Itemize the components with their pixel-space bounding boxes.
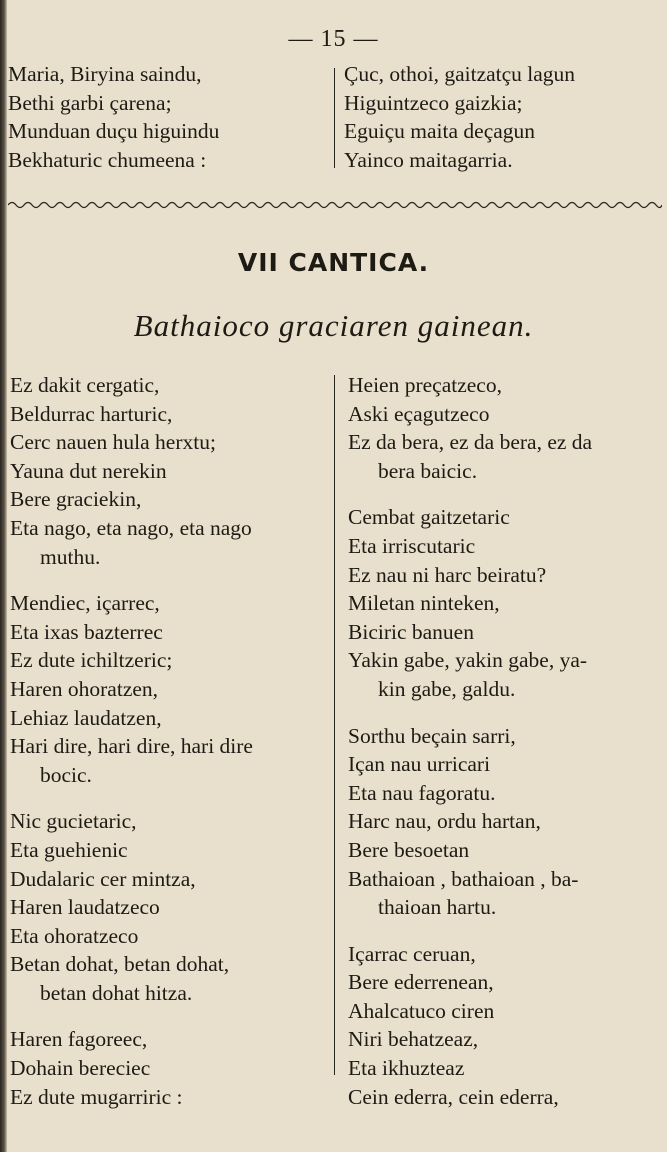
- verse-line-continuation: betan dohat hitza.: [40, 980, 193, 1005]
- verse-word: ez da: [547, 430, 593, 455]
- verse-line: Cerc nauen hula herxtu;: [10, 430, 216, 455]
- verse-line: Dohain bereciec: [10, 1056, 151, 1081]
- verse-word: hari dire: [180, 734, 253, 759]
- verse-line: [10, 732, 296, 761]
- stanza: [10, 807, 320, 1007]
- verse-word: ya-: [559, 648, 588, 673]
- verse-line-continuation: thaioan hartu.: [378, 895, 497, 920]
- verse-line: [348, 428, 660, 457]
- verse-line-continuation: kin gabe, galdu.: [378, 676, 516, 701]
- verse-line: Lehiaz laudatzen,: [10, 705, 162, 730]
- stanza: [10, 371, 320, 571]
- column-divider: [334, 375, 335, 1075]
- verse-word: Betan dohat,: [10, 952, 119, 977]
- verse-line: Niri behatzeaz,: [348, 1027, 479, 1052]
- book-spine-edge: [0, 0, 7, 1152]
- verse-line: Biciric banuen: [348, 619, 474, 644]
- verse-line: Cembat gaitzetaric: [348, 505, 510, 530]
- wavy-rule-ornament: [8, 198, 662, 212]
- verse-line: [348, 865, 660, 894]
- verse-word: Eta nago,: [10, 515, 92, 540]
- stanza: [10, 589, 320, 789]
- song-title: VII CANTICA.: [237, 248, 430, 277]
- verse-line: Bekhaturic chumeena :: [8, 147, 207, 172]
- verse-line: Haren ohoratzen,: [10, 676, 159, 701]
- verse-line: Ez nau ni harc beiratu?: [348, 562, 547, 587]
- stanza: [348, 371, 660, 485]
- verse-line: Higuintzeco gaizkia;: [344, 90, 523, 115]
- verse-line: [10, 950, 320, 979]
- verse-line: Ez dute mugarriric :: [10, 1084, 183, 1109]
- verse-line: Ez dakit cergatic,: [10, 373, 160, 397]
- verse-word: Hari dire,: [10, 734, 93, 759]
- verse-line: Eta ohoratzeco: [10, 923, 139, 948]
- verse-line: [348, 646, 660, 675]
- verse-line: Maria, Biryina saindu,: [8, 62, 202, 86]
- verse-line: Heien preçatzeco,: [348, 373, 502, 397]
- verse-line: Munduan duçu higuindu: [8, 119, 220, 144]
- verse-line: Eta ixas bazterrec: [10, 619, 163, 644]
- verse-line: [348, 1083, 660, 1112]
- verse-line-continuation: muthu.: [40, 544, 101, 569]
- song-subtitle: Bathaioco graciaren gainean.: [133, 308, 534, 343]
- verse-word: cein: [458, 1084, 495, 1109]
- verse-word: eta nago: [179, 515, 252, 540]
- verse-line: Yainco maitagarria.: [344, 147, 513, 172]
- top-left-stanza: [8, 60, 219, 174]
- verse-line: Bere ederrenean,: [348, 970, 494, 995]
- verse-line: [10, 514, 296, 543]
- verse-line: Eta ikhuzteaz: [348, 1056, 465, 1081]
- verse-line: Ez dute ichiltzeric;: [10, 648, 173, 673]
- stanza: [348, 940, 660, 1112]
- verse-word: ederra,: [393, 1084, 454, 1109]
- verse-line: Içarrac ceruan,: [348, 941, 476, 966]
- verse-word: eta nago,: [96, 515, 175, 540]
- verse-word: hari dire,: [97, 734, 176, 759]
- verse-line: Haren laudatzeco: [10, 895, 160, 920]
- verse-line: Sorthu beçain sarri,: [348, 723, 516, 748]
- verse-line: Aski eçagutzeco: [348, 401, 490, 426]
- verse-word: ba-: [551, 866, 579, 891]
- verse-line: Eta irriscutaric: [348, 533, 476, 558]
- verse-line: Bethi garbi çarena;: [8, 90, 172, 115]
- verse-line: Bere graciekin,: [10, 487, 142, 512]
- verse-word: Ez da bera,: [348, 430, 445, 455]
- stanza: [10, 1025, 320, 1111]
- verse-line: Dudalaric cer mintza,: [10, 866, 196, 891]
- page-number: — 15 —: [288, 26, 379, 52]
- verse-line: Çuc, othoi, gaitzatçu lagun: [344, 62, 576, 86]
- verse-line: Bere besoetan: [348, 837, 470, 862]
- stanza: [348, 503, 660, 703]
- verse-line-continuation: bocic.: [40, 762, 92, 787]
- verse-word: Cein: [348, 1084, 389, 1109]
- verse-line: Harc nau, ordu hartan,: [348, 809, 541, 834]
- verse-line: Yauna dut nerekin: [10, 458, 167, 483]
- left-column: [10, 371, 320, 1129]
- right-column: [348, 371, 660, 1129]
- verse-line-continuation: bera baicic.: [378, 458, 478, 483]
- verse-line: Içan nau urricari: [348, 752, 491, 777]
- verse-line: Miletan ninteken,: [348, 591, 500, 616]
- verse-word: bathaioan ,: [451, 866, 546, 891]
- verse-line: Mendiec, içarrec,: [10, 591, 160, 616]
- verse-word: ez da bera,: [449, 430, 542, 455]
- verse-line: Eguiçu maita deçagun: [344, 119, 536, 144]
- verse-line: Eta guehienic: [10, 837, 128, 862]
- top-right-stanza: [344, 60, 575, 174]
- top-column-divider: [334, 68, 335, 168]
- verse-line: Nic gucietaric,: [10, 809, 137, 834]
- verse-word: ederra,: [499, 1084, 559, 1109]
- verse-word: yakin gabe,: [455, 648, 555, 673]
- stanza: [348, 722, 660, 922]
- verse-word: Bathaioan ,: [348, 866, 446, 891]
- verse-word: betan dohat,: [124, 952, 230, 977]
- verse-line: Beldurrac harturic,: [10, 401, 173, 426]
- verse-word: Yakin gabe,: [348, 648, 450, 673]
- verse-line: Ahalcatuco ciren: [348, 998, 495, 1023]
- verse-line: Eta nau fagoratu.: [348, 780, 496, 805]
- verse-line: Haren fagoreec,: [10, 1027, 148, 1052]
